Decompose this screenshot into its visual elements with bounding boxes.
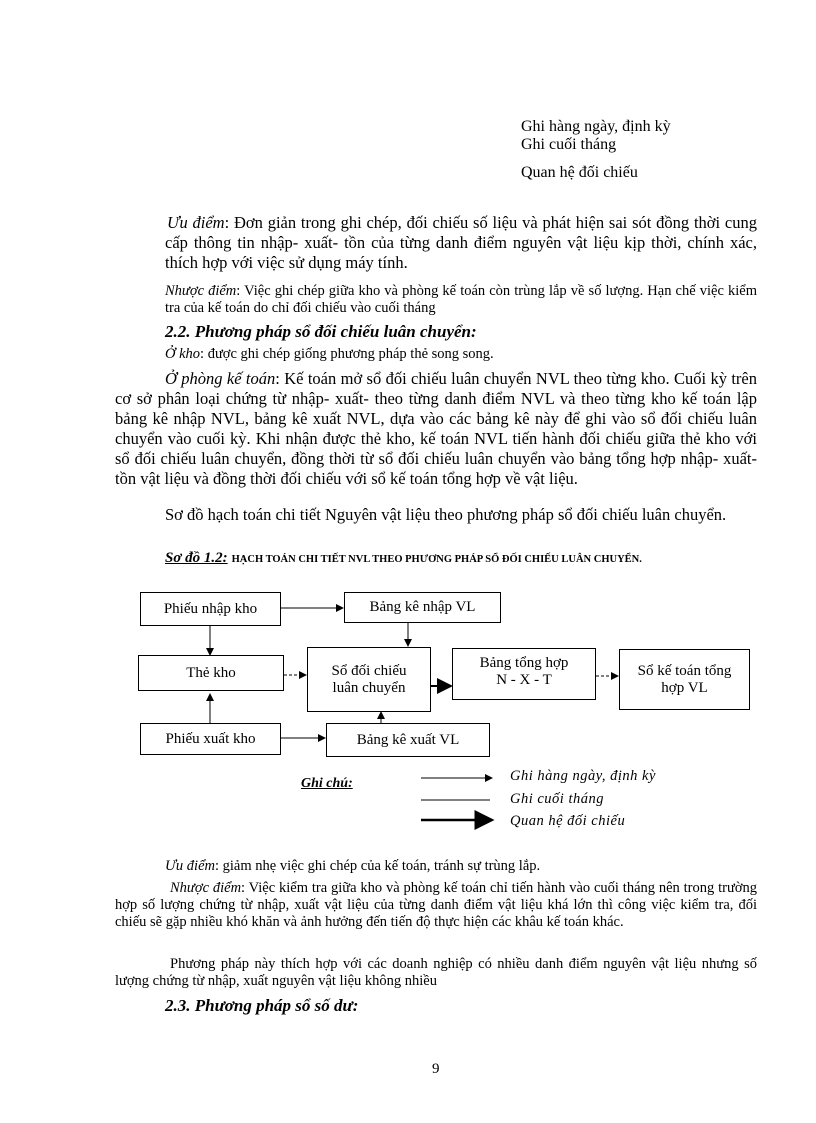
warehouse-text: : được ghi chép giống phương pháp thẻ song song. [200,346,494,362]
top-legend-daily: Ghi hàng ngày, định kỳ [521,118,671,135]
box-so-ke-toan [619,649,750,710]
diagram-intro: Sơ đồ hạch toán chi tiết Nguyên vật liệu theo phương pháp sổ đối chiếu luân chuyển. [165,505,727,524]
advantage2-text: : giảm nhẹ việc ghi chép của kế toán, tránh sự trùng lắp. [215,858,541,874]
page-number: 9 [432,1061,440,1077]
top-legend-monthly: Ghi cuối tháng [521,136,617,153]
advantage2-label: Ưu điểm [165,858,215,874]
box-bang-tong-hop-line1: Bảng tổng hợp [479,655,569,671]
box-so-doi-chieu [307,647,431,712]
legend-monthly: Ghi cuối tháng [510,791,604,807]
box-bang-ke-nhap [344,592,501,623]
box-the-kho [138,655,284,691]
box-bang-ke-xuat-label: Bảng kê xuất VL [356,731,460,748]
box-so-ke-toan-line2: hợp VL [661,679,708,696]
suitability-paragraph: Phương pháp này thích hợp với các doanh nghiệp có nhiều danh điểm nguyên vật liệu nhưng số lượng chứng từ nhập, xuất nguyên vật liệu không nhiều [115,956,757,989]
disadvantage-paragraph-2 [115,880,757,931]
box-phieu-xuat-kho [140,723,281,755]
box-the-kho-label: Thẻ kho [186,664,236,681]
box-phieu-xuat-label: Phiếu xuất kho [165,730,256,747]
section-heading-2-3: 2.3. Phương pháp sổ số dư: [165,996,359,1015]
box-bang-tong-hop [452,648,596,700]
box-phieu-nhap-label: Phiếu nhập kho [163,600,258,617]
top-legend-relation: Quan hệ đối chiếu [521,164,638,181]
box-so-doi-chieu-line1: Sổ đối chiếu [331,662,407,679]
disadvantage2-label: Nhược điểm [170,880,242,896]
legend-relation: Quan hệ đối chiếu [510,813,626,829]
advantage-paragraph-2 [165,858,540,875]
box-so-ke-toan-line1: Sổ kế toán tổng [637,662,732,679]
disadvantage-label: Nhược điểm [165,283,237,299]
diagram-title-label: Sơ đồ 1.2: [165,550,228,566]
legend-daily: Ghi hàng ngày, định kỳ [510,768,656,784]
box-so-doi-chieu-line2: luân chuyển [332,679,406,696]
box-bang-ke-nhap-label: Bảng kê nhập VL [369,599,476,615]
advantage-label: Ưu điểm [167,213,225,232]
accounting-text: : Kế toán mở sổ đối chiếu luân chuyển NVL theo từng kho. Cuối kỳ trên cơ sở phân loại chứng từ nhập- xuất- theo từng danh điểm NVL và theo từng kho kế toán lập bảng kê nhập NVL, bảng kê xuất NVL, dựa vào các bảng kê này để ghi vào sổ đối chiếu luân chuyển vào cuối kỳ. Khi nhận được thẻ kho, kế toán NVL tiến hành đối chiếu giữa thẻ kho với sổ đối chiếu luân chuyển, đồng thời từ sổ đối chiếu luân chuyển vào bảng tổng hợp nhập- xuất- tồn vật liệu và đồng thời đối chiếu với sổ kế toán tổng hợp về vật liệu. [115,369,757,488]
box-bang-ke-xuat [326,723,490,757]
section-heading-2-2: 2.2. Phương pháp sổ đối chiếu luân chuyển: [165,322,477,341]
box-bang-tong-hop-line2: N - X - T [496,672,552,688]
disadvantage-text: : Việc ghi chép giữa kho và phòng kế toán còn trùng lắp về số lượng. Hạn chế việc kiểm tra của kế toán do chỉ đối chiếu vào cuối tháng [165,283,757,316]
accounting-label: Ở phòng kế toán [165,369,276,388]
disadvantage2-text: : Việc kiểm tra giữa kho và phòng kế toán chỉ tiến hành vào cuối tháng nên trong trường hợp số lượng chứng từ nhập, xuất vật liệu của từng danh điểm vật liệu khá lớn thì công việc kiểm tra, đối chiếu sẽ gặp nhiều khó khăn và ảnh hưởng đến tiến độ thực hiện các khâu kế toán khác. [115,880,757,930]
box-phieu-nhap-kho [140,592,281,626]
diagram-note-label: Ghi chú: [301,776,353,791]
warehouse-label: Ở kho [165,346,201,362]
advantage-text: : Đơn giản trong ghi chép, đối chiếu số liệu và phát hiện sai sót đồng thời cung cấp thông tin nhập- xuất- tồn của từng danh điểm nguyên vật liệu kịp thời, chính xác, thích hợp với việc sử dụng máy tính. [165,213,757,272]
diagram-title-text: HẠCH TOÁN CHI TIẾT NVL THEO PHƯƠNG PHÁP SỔ ĐỐI CHIẾU LUÂN CHUYỂN. [231,554,642,565]
